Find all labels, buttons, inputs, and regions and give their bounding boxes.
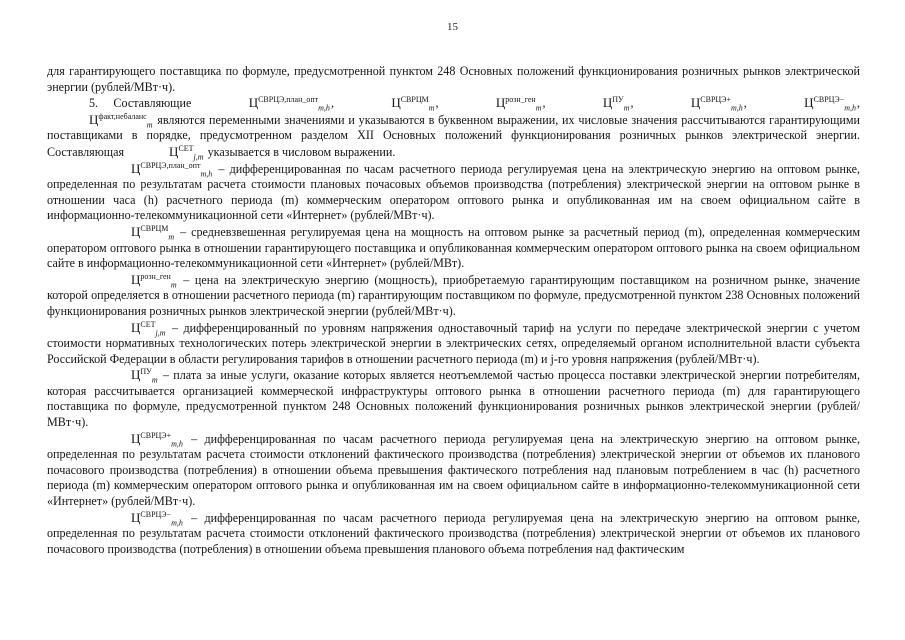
- definition-pu: $Ц^{ПУ}_m$ – плата за иные услуги, оказание которых является неотъемлемой частью процесса поставки электрической энергии потребителям, которая рассчитывается организацией коммерческой инфраструктуры оптового рынка в отношении расчетного периода (m) для гарантирующего поставщика по формуле, предусмотренной пунктом 248 Основных положений функционирования розничных рынков электрической энергии (рублей/МВт·ч).: [47, 367, 860, 430]
- definition-svrce-plan-opt: $Ц^{СВРЦЭ,план\_опт}_{m,h}$ – дифференцированная по часам расчетного периода регулируемая цена на электрическую энергию на оптовом рынке, определенная по результатам расчета стоимости плановых почасовых объемов производства (потребления) электрической энергии на оптовом рынке в отношении часа (h) расчетного периода (m) коммерческим оператором оптового рынка и опубликованная им на своем официальном сайте в информационно-телекоммуникационной сети «Интернет» (рублей/МВт·ч).: [47, 160, 860, 223]
- definition-svrce-plus: $Ц^{СВРЦЭ+}_{m,h}$ – дифференцированная по часам расчетного периода регулируемая цена на электрическую энергию на оптовом рынке, определенная по результатам расчета стоимости отклонений фактического производства (потребления) электрической энергии от объемов их планового почасового производства (потребления) в отношении объема превышения фактического потребления над плановым потреблением в час (h) расчетного периода (m) коммерческим оператором оптового рынка и опубликованная им на своем официальном сайте в информационно-телекоммуникационной сети «Интернет» (рублей/МВт·ч).: [47, 430, 860, 509]
- definition-symbol: $Ц^{СВРЦМ}_m$: [131, 223, 175, 242]
- definition-symbol: $Ц^{СЕТ}_{j,m}$: [131, 319, 166, 337]
- paragraph-continuation: для гарантирующего поставщика по формуле, предусмотренной пунктом 248 Основных положений функционирования розничных рынков электрической энергии (рублей/МВт·ч).: [47, 64, 860, 94]
- definition-svrcm: $Ц^{СВРЦМ}_m$ – средневзвешенная регулируемая цена на мощность на оптовом рынке за расчетный период (m), определенная коммерческим оператором оптового рынка в отношении гарантирующего поставщика и опубликованная коммерческим оператором оптового рынка на своем официальном сайте в информационно-телекоммуникационной сети «Интернет» (рублей/МВт).: [47, 223, 860, 271]
- symbol-set: $Ц^{СЕТ}_{j,m}$: [169, 143, 204, 162]
- symbol-svrce-plan-opt: $Ц^{СВРЦЭ,план\_опт}_{m,h}$: [248, 95, 330, 113]
- definition-svrce-minus: $Ц^{СВРЦЭ-}_{m,h}$ – дифференцированная по часам расчетного периода регулируемая цена на электрическую энергию на оптовом рынке, определенная по результатам расчета стоимости отклонений фактического производства (потребления) электрической энергии от объемов их планового почасового производства (потребления) в отношении объема превышения планового объема потребления над фактическим: [47, 509, 860, 556]
- definition-set: $Ц^{СЕТ}_{j,m}$ – дифференцированный по уровням напряжения одноставочный тариф на услуги по передаче электрической энергии с учетом стоимости нормативных технологических потерь электрической энергии в электрических сетях, определяемый органом исполнительной власти субъекта Российской Федерации в области регулирования тарифов в отношении расчетного периода (m) и j-го уровня напряжения (рублей/МВт·ч).: [47, 319, 860, 366]
- symbol-svrcm: $Ц^{СВРЦМ}_m$: [391, 95, 435, 113]
- definition-symbol: $Ц^{СВРЦЭ,план\_опт}_{m,h}$: [131, 160, 213, 178]
- symbol-svrce-plus: $Ц^{СВРЦЭ+}_{m,h}$: [690, 95, 743, 113]
- page-number: 15: [447, 21, 458, 33]
- definition-symbol: $Ц^{СВРЦЭ+}_{m,h}$: [131, 430, 183, 449]
- paragraph-components: 5. Составляющие $Ц^{СВРЦЭ,план\_опт}_{m,h}$, $Ц^{СВРЦМ}_m$, $Ц^{розн\_ген}_m$, $Ц^{ПУ}_m$, $Ц^{СВРЦЭ+}_{m,h}$, $Ц^{СВРЦЭ-}_{m,h}$, $Ц^{факт,небаланс}_m$ являются переменными значениями и указываются в буквенном выражении, их числовые значения рассчитываются гарантирующими поставщиками в порядке, предусмотренном разделом XII Основных положений функционирования розничных рынков электрической энергии. Составляющая $Ц^{СЕТ}_{j,m}$ указывается в числовом выражении.: [47, 95, 861, 162]
- definition-symbol: $Ц^{розн\_ген}_m$: [131, 271, 177, 290]
- definition-symbol: $Ц^{ПУ}_m$: [131, 367, 158, 385]
- symbol-fakt-nebalans: $Ц^{факт,небаланс}_m$: [89, 111, 153, 130]
- definition-symbol: $Ц^{СВРЦЭ-}_{m,h}$: [131, 509, 183, 528]
- symbol-pu: $Ц^{ПУ}_m$: [602, 95, 630, 113]
- document-body: [47, 64, 860, 557]
- definition-rozn-gen: $Ц^{розн\_ген}_m$ – цена на электрическую энергию (мощность), приобретаемую гарантирующим поставщиком на розничном рынке, значение которой определяется в отношении расчетного периода (m) гарантирующим поставщиком по формуле, предусмотренной пунктом 238 Основных положений функционирования розничных рынков электрической энергии (рублей/МВт·ч).: [47, 271, 860, 318]
- symbol-svrce-minus: $Ц^{СВРЦЭ-}_{m,h}$: [804, 95, 856, 113]
- symbol-rozn-gen: $Ц^{розн\_ген}_m$: [495, 95, 542, 113]
